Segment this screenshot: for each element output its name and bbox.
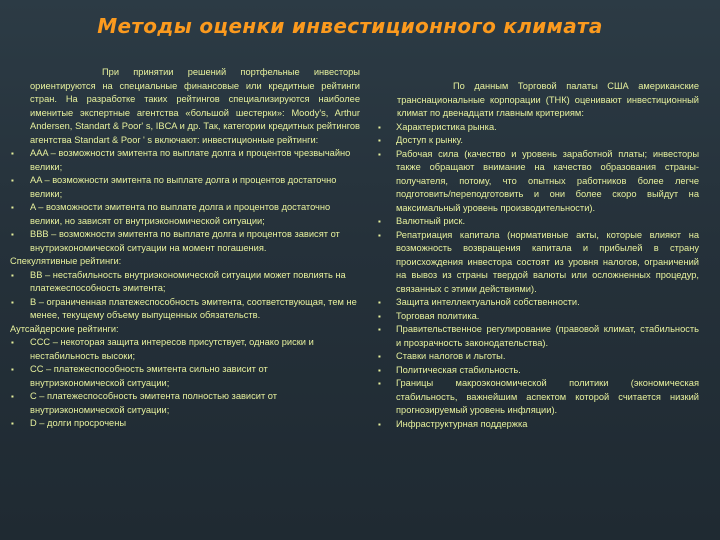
bullet-icon: ▪ xyxy=(11,176,14,185)
list-item: ▪ Характеристика рынка. xyxy=(377,121,699,135)
bullet-icon: ▪ xyxy=(378,136,381,145)
bullet-icon: ▪ xyxy=(11,365,14,374)
bullet-icon: ▪ xyxy=(11,392,14,401)
list-item: ▪ B – ограниченная платежеспособность эмитента, соответствующая, тем не менее, текущему объему выпущенных обязательств. xyxy=(11,296,357,320)
bullet-icon: ▪ xyxy=(378,149,381,159)
list-item: ▪ Инфраструктурная поддержка xyxy=(377,418,699,432)
bullet-icon: ▪ xyxy=(11,270,14,280)
list-item: ▪ Правительственное регулирование (правовой климат, стабильность и прозрачность законодательства). xyxy=(378,324,699,348)
bullet-icon: ▪ xyxy=(378,325,381,334)
list-item: ▪ CCC – некоторая защита интересов присутствует, однако риски и нестабильность высоки; xyxy=(11,337,314,361)
criteria-list xyxy=(377,121,699,432)
slide-title: Методы оценки инвестиционного климата xyxy=(97,14,603,38)
bullet-icon: ▪ xyxy=(378,230,381,240)
speculative-ratings-heading: Спекулятивные рейтинги: xyxy=(10,256,122,266)
bullet-icon: ▪ xyxy=(378,365,381,375)
list-item: ▪ Доступ к рынку. xyxy=(377,134,699,148)
bullet-icon: ▪ xyxy=(11,149,14,158)
list-item: ▪ CC – платежеспособность эмитента сильно зависит от внутриэкономической ситуации; xyxy=(11,364,268,388)
list-item: ▪ BB – нестабильность внутриэкономической ситуации может повлиять на платежеспособность эмитента; xyxy=(11,269,346,293)
bullet-icon: ▪ xyxy=(11,338,14,347)
list-item: ▪ Торговая политика. xyxy=(377,310,699,324)
list-item: ▪ Границы макроэкономической политики (экономическая стабильность, важнейшим аспектом которой считается низкий прогнозируемый уровень инфляции). xyxy=(378,378,699,415)
list-item: ▪ Политическая стабильность. xyxy=(377,364,699,378)
bullet-icon: ▪ xyxy=(378,419,381,429)
list-item: ▪ Валютный риск. xyxy=(377,215,699,229)
bullet-icon: ▪ xyxy=(11,203,14,212)
bullet-icon: ▪ xyxy=(378,311,381,321)
list-item: ▪ Рабочая сила (качество и уровень заработной платы; инвесторы также обращают внимание на качество образования страны-получателя, потому, что опытных работников более легче подготовить/переподготовить и они более скоро выйдут на максимальный уровень производительности). xyxy=(378,148,699,213)
list-item: ▪ Ставки налогов и льготы. xyxy=(377,350,699,364)
bullet-icon: ▪ xyxy=(11,297,14,307)
bullet-icon: ▪ xyxy=(11,419,14,428)
left-intro: При принятии решений портфельные инвесторы ориентируются на специальные финансовые или кредитные рейтинги стран. На разработке таких рейтингов специализируются наиболее именитые экспертные агентства «большой шестерки»: Moody's, Arthur Andersen, Standart & Poor' s, IBCA и др. Так, категории кредитных рейтингов агентства Standart & Poor ' s включают: инвестиционные рейтинги: xyxy=(30,67,360,145)
outsider-ratings-list xyxy=(10,336,360,431)
right-column xyxy=(377,80,699,431)
right-intro: По данным Торговой палаты США американские транснациональные корпорации (ТНК) оценивают инвестиционный климат по двенадцати главным критериям: xyxy=(397,81,699,118)
list-item: ▪ С – платежеспособность эмитента полностью зависит от внутриэкономической ситуации; xyxy=(11,391,278,415)
list-item: ▪ BBB – возможности эмитента по выплате долга и процентов зависят от внутриэкономической ситуации на момент погашения. xyxy=(11,229,340,253)
bullet-icon: ▪ xyxy=(378,122,381,132)
left-column xyxy=(10,66,360,431)
list-item: ▪ AAA – возможности эмитента по выплате долга и процентов чрезвычайно велики; xyxy=(11,148,351,172)
bullet-icon: ▪ xyxy=(378,379,381,388)
bullet-icon: ▪ xyxy=(11,230,14,239)
bullet-icon: ▪ xyxy=(378,352,381,361)
list-item: ▪ Защита интеллектуальной собственности. xyxy=(377,296,699,310)
list-item: ▪ A – возможности эмитента по выплате долга и процентов достаточно велики, но зависят от внутриэкономической ситуации; xyxy=(11,202,331,226)
outsider-ratings-heading: Аутсайдерские рейтинги: xyxy=(10,323,119,334)
list-item: ▪ D – долги просрочены xyxy=(10,417,360,431)
investment-ratings-list xyxy=(10,147,360,255)
bullet-icon: ▪ xyxy=(378,298,381,307)
bullet-icon: ▪ xyxy=(378,217,381,226)
list-item: ▪ AA – возможности эмитента по выплате долга и процентов достаточно велики; xyxy=(11,175,337,199)
speculative-ratings-list xyxy=(10,269,360,323)
list-item: ▪ Репатриация капитала (нормативные акты, которые влияют на возможность возвращения капитала и прибылей в страну происхождения инвестора состоят из уровня налогов, ограничений на вывоз из страны твердой валюты или осложненных процедур, связанных с этими действиями). xyxy=(378,229,699,294)
